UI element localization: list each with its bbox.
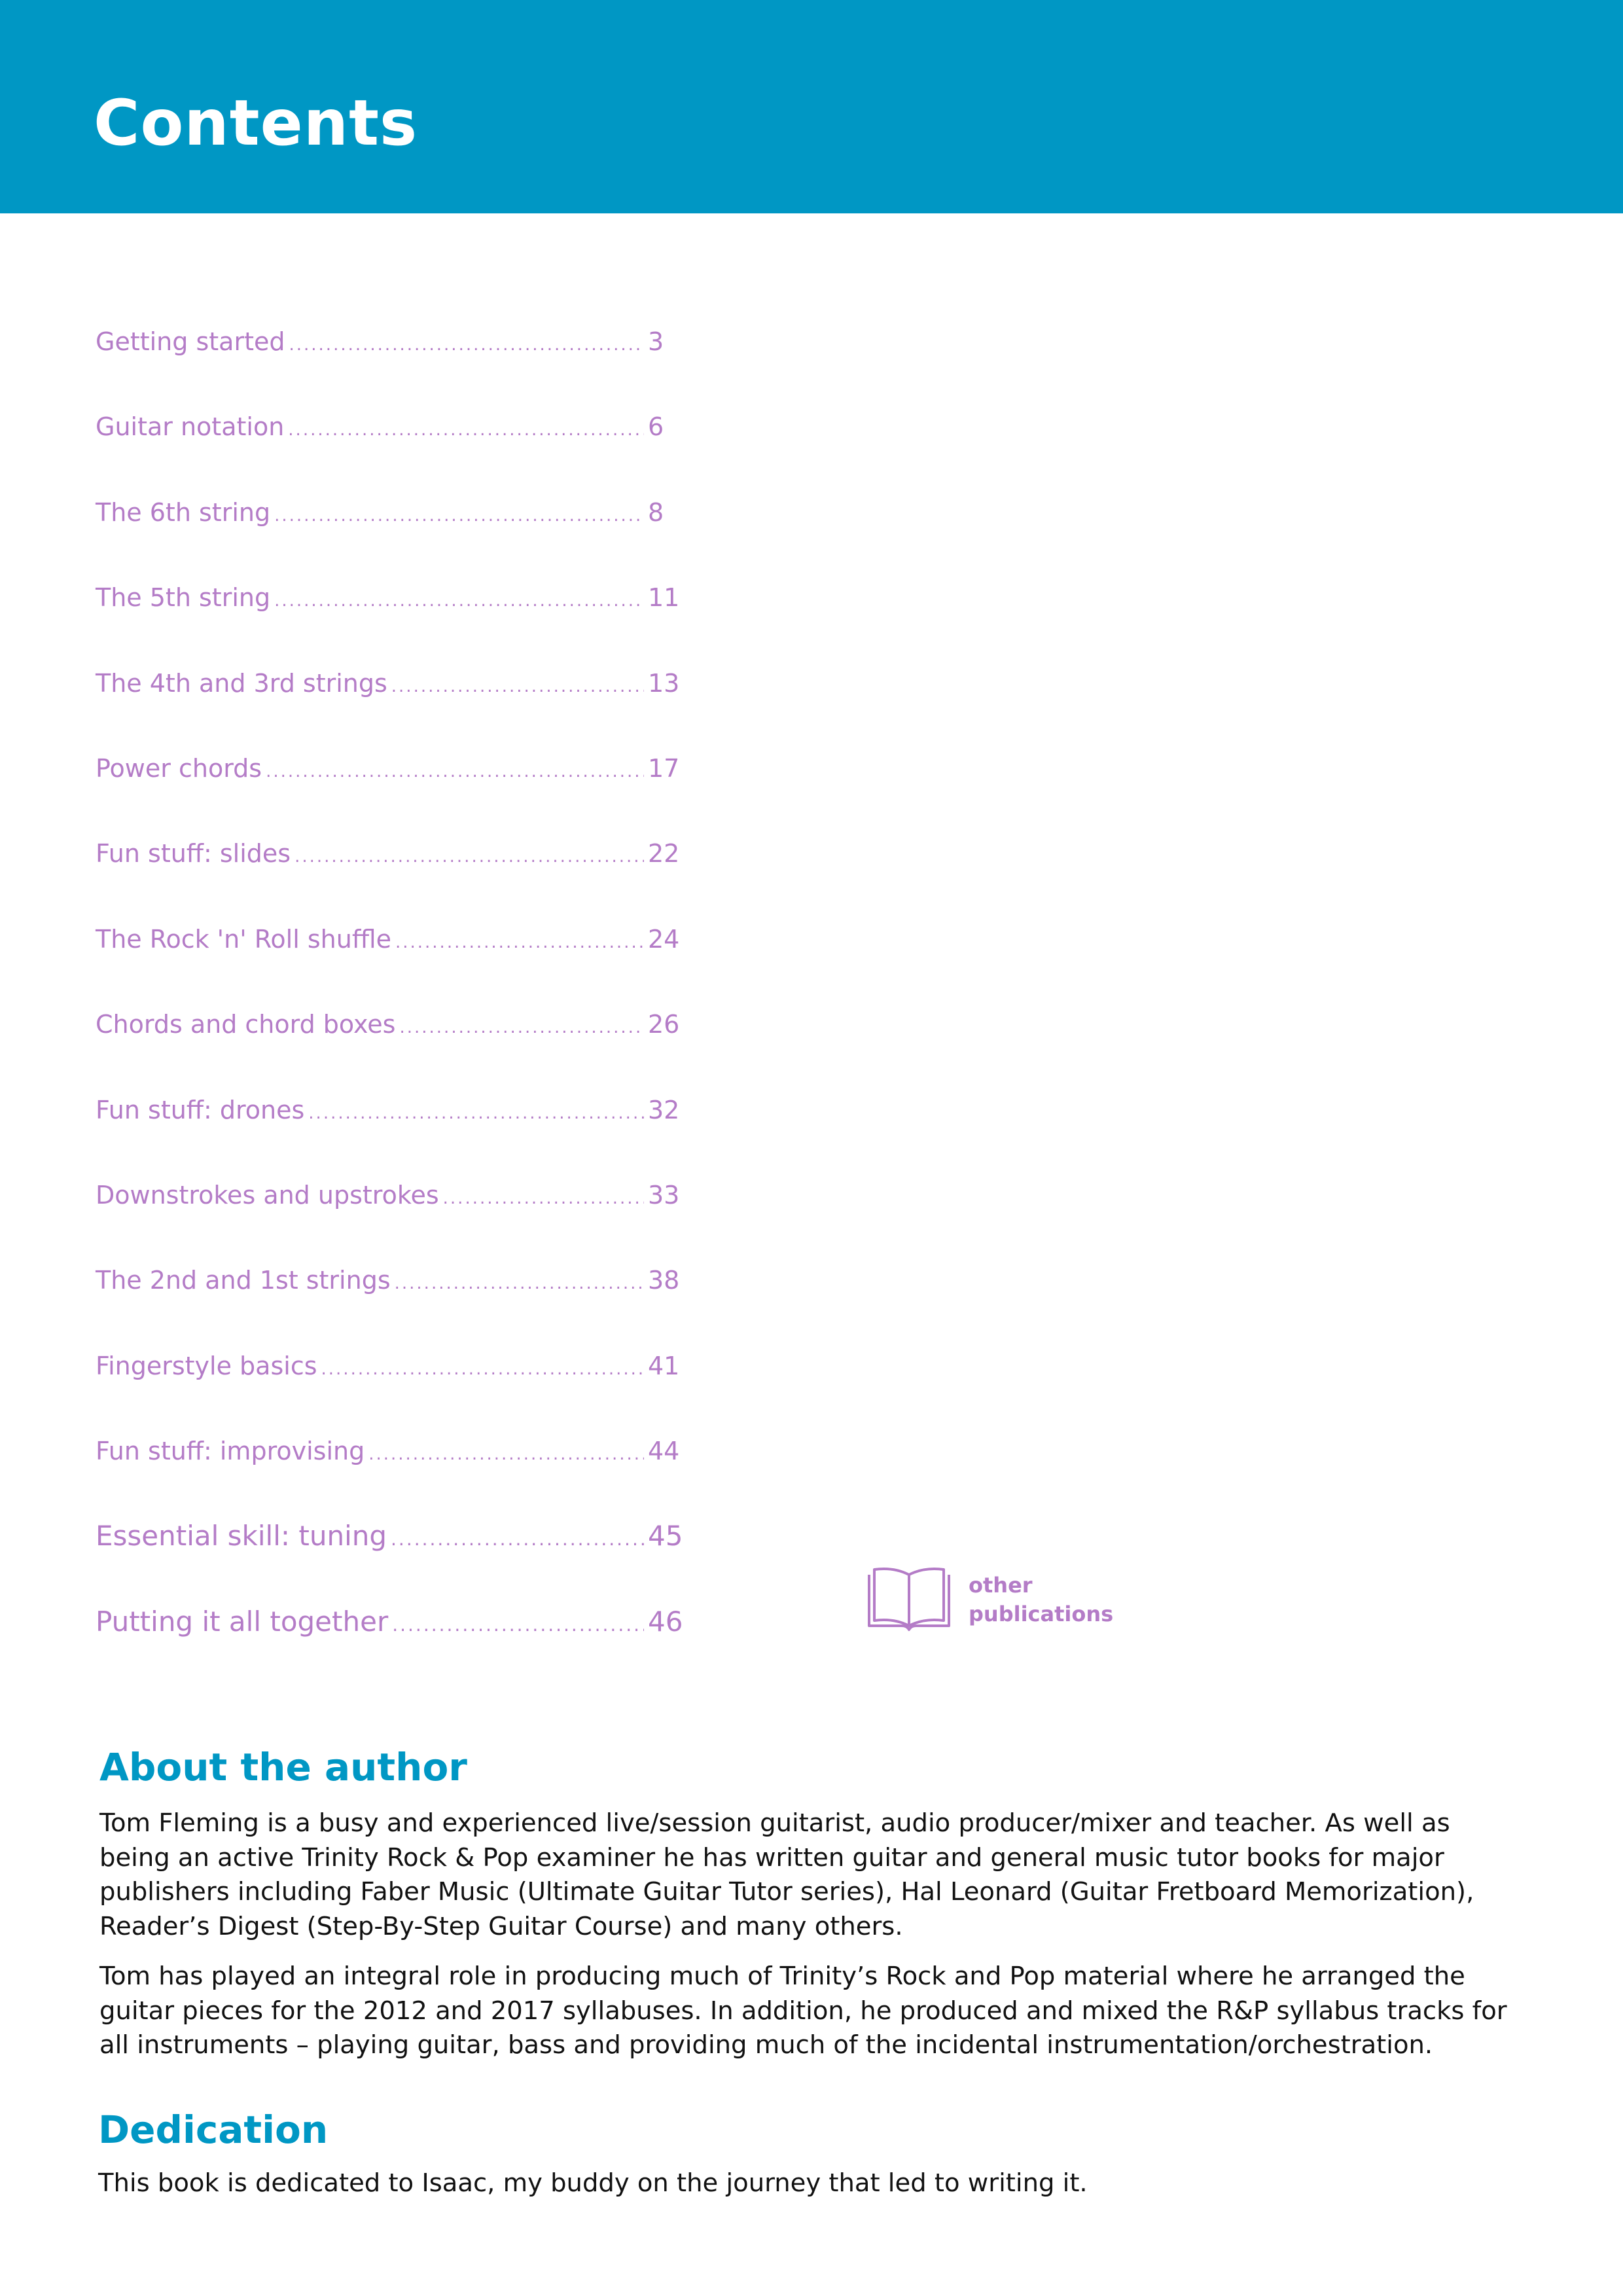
toc-entry-page: 41 (648, 1351, 680, 1380)
about-author-paragraph: Tom has played an integral role in producing much of Trinity’s Rock and Pop material where he arranged the guitar pieces for the 2012 and 2017 syllabuses. In addition, he produced and mixed the R&P syllabus tracks for all instruments – playing guitar, bass and providing much of the incidental instrumentation/orchestration. (99, 1962, 1507, 2060)
toc-entry-title: The 5th string (96, 583, 271, 613)
toc-entry-page: 17 (648, 753, 680, 783)
toc-entry-title: Fun stuff: improvising (96, 1437, 365, 1466)
toc-entry[interactable] (96, 1261, 685, 1346)
toc-entry-title: The 6th string (96, 497, 271, 527)
toc-entry[interactable] (96, 920, 685, 1005)
toc-entry-page: 11 (648, 583, 680, 613)
toc-entry-title: Fun stuff: drones (96, 1095, 305, 1124)
toc-entry-title: Putting it all together (96, 1605, 389, 1638)
toc-dot-leader (274, 581, 644, 620)
toc-entry[interactable] (96, 578, 685, 663)
other-publications-label (969, 1571, 1113, 1628)
toc-entry-page: 45 (648, 1520, 683, 1552)
toc-entry-page: 44 (648, 1437, 680, 1466)
other-publications-line1: other (969, 1573, 1033, 1598)
toc-entry[interactable] (96, 1005, 685, 1090)
toc-entry-page: 32 (648, 1095, 680, 1124)
toc-entry[interactable] (96, 1090, 685, 1175)
toc-entry-page: 6 (648, 412, 664, 442)
toc-dot-leader (308, 1094, 644, 1133)
toc-entry-title: The Rock 'n' Roll shuffle (96, 924, 391, 954)
toc-dot-leader (288, 410, 644, 450)
toc-entry[interactable] (96, 749, 685, 834)
toc-dot-leader (321, 1350, 644, 1389)
toc-entry-page: 26 (648, 1010, 680, 1039)
about-author-heading: About the author (99, 1745, 467, 1789)
toc-entry[interactable] (96, 1602, 685, 1687)
toc-entry-page: 8 (648, 497, 664, 527)
toc-entry[interactable] (96, 1346, 685, 1431)
toc-entry[interactable] (96, 1516, 685, 1602)
header-band (0, 0, 1623, 213)
toc-entry[interactable] (96, 664, 685, 749)
toc-dot-leader (391, 1520, 644, 1559)
toc-entry-title: The 2nd and 1st strings (96, 1266, 391, 1295)
toc-dot-leader (368, 1435, 644, 1474)
toc-dot-leader (266, 752, 644, 791)
toc-entry[interactable] (96, 407, 685, 492)
toc-dot-leader (392, 1605, 644, 1645)
toc-entry-title: Downstrokes and upstrokes (96, 1180, 439, 1210)
toc-dot-leader (443, 1179, 644, 1218)
toc-entry-page: 33 (648, 1180, 680, 1210)
table-of-contents (96, 322, 685, 1687)
toc-entry-page: 22 (648, 839, 680, 869)
toc-entry-page: 38 (648, 1266, 680, 1295)
toc-entry-title: Guitar notation (96, 412, 285, 442)
toc-dot-leader (399, 1008, 644, 1047)
toc-entry-page: 13 (648, 668, 680, 698)
about-author-paragraph: Tom Fleming is a busy and experienced live/session guitarist, audio producer/mixer and teacher. As well as being an active Trinity Rock & Pop examiner he has written guitar and general music tutor books for major publishers including Faber Music (Ultimate Guitar Tutor series), Hal Leonard (Guitar Fretboard Memorization), Reader’s Digest (Step-By-Step Guitar Course) and many others. (99, 1808, 1474, 1941)
toc-entry[interactable] (96, 834, 685, 919)
toc-entry-title: Chords and chord boxes (96, 1010, 396, 1039)
toc-entry-page: 3 (648, 327, 664, 356)
other-publications-link[interactable] (865, 1566, 1113, 1634)
toc-entry-title: Fun stuff: slides (96, 839, 291, 869)
page-title: Contents (94, 86, 418, 160)
open-book-icon (865, 1566, 953, 1634)
toc-dot-leader (395, 923, 644, 962)
toc-entry-page: 46 (648, 1605, 683, 1638)
other-publications-line2: publications (969, 1602, 1114, 1626)
dedication-heading: Dedication (98, 2108, 329, 2152)
toc-entry-title: The 4th and 3rd strings (96, 668, 387, 698)
toc-entry-title: Fingerstyle basics (96, 1351, 317, 1380)
toc-entry-title: Power chords (96, 753, 262, 783)
toc-entry[interactable] (96, 1431, 685, 1516)
toc-dot-leader (289, 325, 644, 365)
toc-entry-title: Getting started (96, 327, 285, 356)
toc-entry[interactable] (96, 1175, 685, 1261)
toc-entry[interactable] (96, 322, 685, 407)
toc-dot-leader (274, 496, 644, 535)
toc-dot-leader (294, 837, 644, 876)
toc-entry[interactable] (96, 493, 685, 578)
toc-entry-page: 24 (648, 924, 680, 954)
dedication-text: This book is dedicated to Isaac, my buddy on the journey that led to writing it. (98, 2168, 1088, 2198)
toc-dot-leader (391, 667, 644, 706)
toc-entry-title: Essential skill: tuning (96, 1520, 387, 1552)
toc-dot-leader (395, 1264, 644, 1303)
